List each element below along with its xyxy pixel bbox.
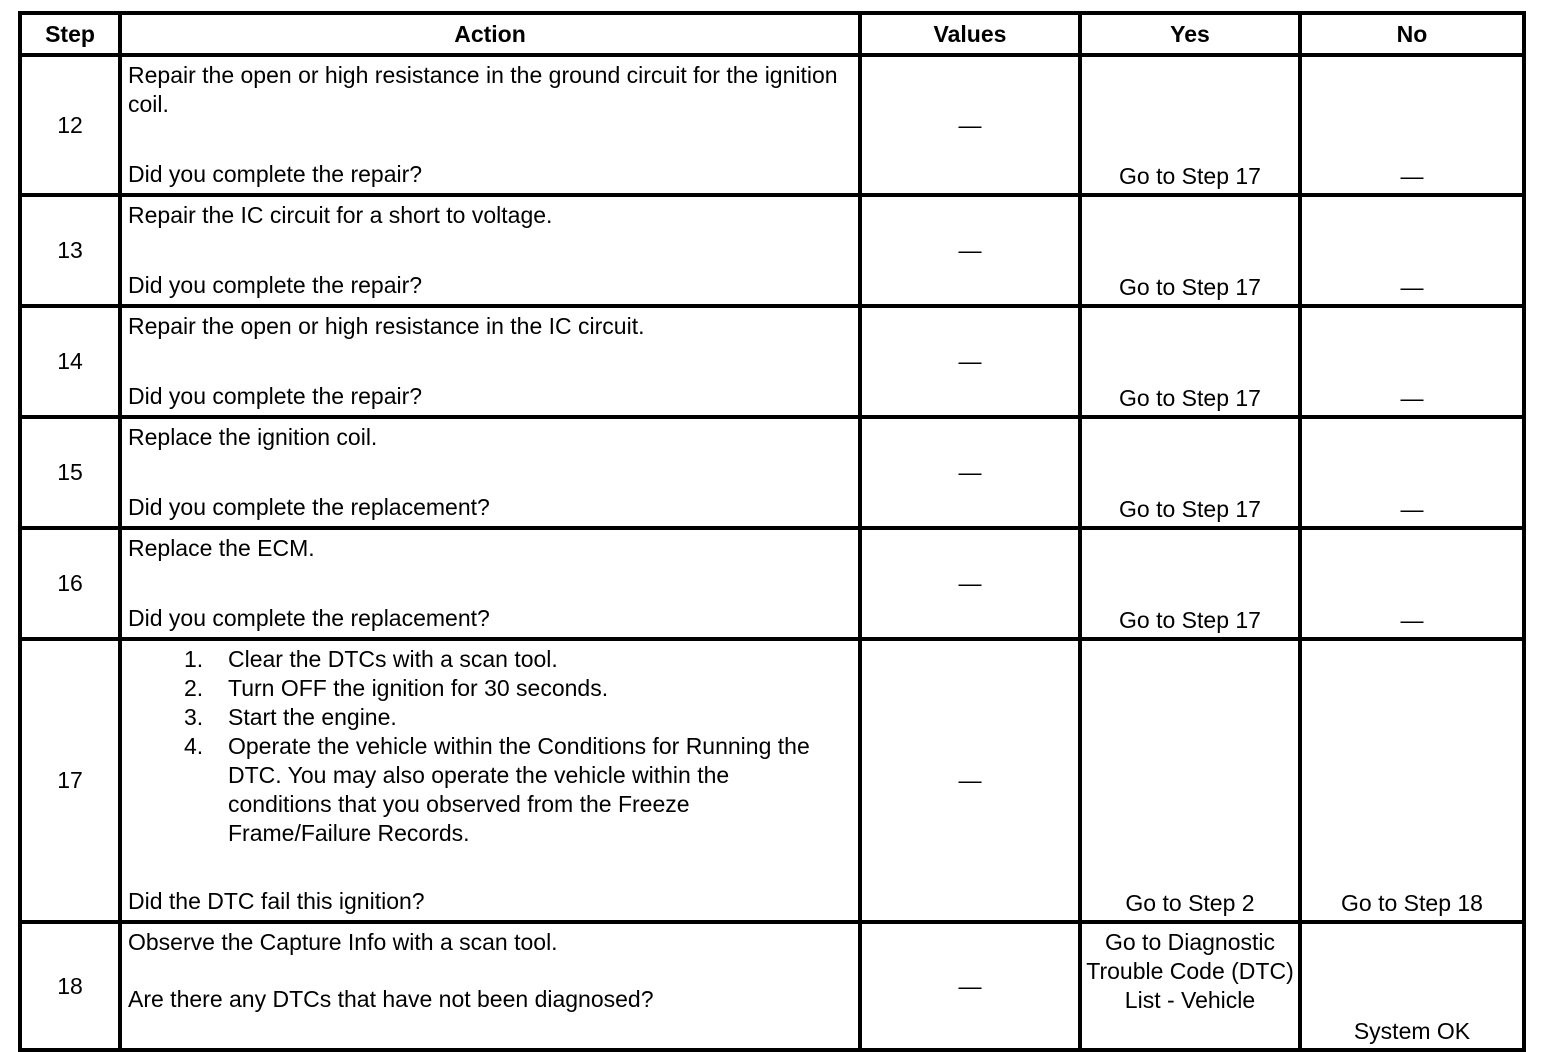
yes-cell: Go to Step 17 <box>1080 417 1300 528</box>
values-cell: — <box>860 922 1080 1050</box>
step-number: 15 <box>20 417 120 528</box>
action-text: Replace the ECM. <box>128 535 315 561</box>
list-item: 4. Operate the vehicle within the Conditions for Running the DTC. You may also operate the vehicle within the conditions that you observed from the Freeze Frame/Failure Records. <box>184 733 810 846</box>
table-row <box>20 417 1524 528</box>
step-number: 13 <box>20 195 120 306</box>
header-step: Step <box>20 13 120 55</box>
values-cell: — <box>860 639 1080 922</box>
list-item: 2. Turn OFF the ignition for 30 seconds. <box>184 675 609 701</box>
yes-cell: Go to Diagnostic Trouble Code (DTC) List - Vehicle <box>1080 922 1300 1050</box>
action-cell <box>120 639 860 922</box>
header-yes: Yes <box>1080 13 1300 55</box>
yes-cell: Go to Step 17 <box>1080 528 1300 639</box>
action-text: Repair the open or high resistance in the IC circuit. <box>128 313 645 339</box>
action-question: Did you complete the repair? <box>128 161 423 187</box>
action-text: Repair the open or high resistance in the ground circuit for the ignition coil. <box>128 62 838 117</box>
action-question: Did you complete the replacement? <box>128 494 490 520</box>
table-row <box>20 528 1524 639</box>
no-cell: — <box>1300 417 1524 528</box>
action-question: Did you complete the repair? <box>128 272 423 298</box>
table-row <box>20 922 1524 1050</box>
action-cell <box>120 55 860 195</box>
action-question: Did you complete the replacement? <box>128 605 490 631</box>
list-item: 1. Clear the DTCs with a scan tool. <box>184 646 558 672</box>
yes-cell: Go to Step 17 <box>1080 55 1300 195</box>
values-cell: — <box>860 528 1080 639</box>
header-values: Values <box>860 13 1080 55</box>
action-question: Did you complete the repair? <box>128 383 423 409</box>
step-number: 17 <box>20 639 120 922</box>
no-cell: — <box>1300 306 1524 417</box>
step-number: 14 <box>20 306 120 417</box>
values-cell: — <box>860 306 1080 417</box>
no-cell: — <box>1300 195 1524 306</box>
action-cell <box>120 417 860 528</box>
values-cell: — <box>860 55 1080 195</box>
values-cell: — <box>860 417 1080 528</box>
numbered-list <box>128 645 852 848</box>
no-cell: — <box>1300 55 1524 195</box>
step-number: 12 <box>20 55 120 195</box>
no-cell: — <box>1300 528 1524 639</box>
no-cell: Go to Step 18 <box>1300 639 1524 922</box>
header-no: No <box>1300 13 1524 55</box>
diagnostic-table <box>18 11 1526 1052</box>
action-cell <box>120 195 860 306</box>
values-cell: — <box>860 195 1080 306</box>
action-text: Observe the Capture Info with a scan tool. <box>128 929 558 955</box>
action-cell <box>120 922 860 1050</box>
action-cell <box>120 528 860 639</box>
step-number: 16 <box>20 528 120 639</box>
table-row <box>20 55 1524 195</box>
yes-cell: Go to Step 2 <box>1080 639 1300 922</box>
table-row <box>20 195 1524 306</box>
list-item: 3. Start the engine. <box>184 704 397 730</box>
action-question: Are there any DTCs that have not been diagnosed? <box>128 986 654 1012</box>
step-number: 18 <box>20 922 120 1050</box>
header-action: Action <box>120 13 860 55</box>
yes-cell: Go to Step 17 <box>1080 195 1300 306</box>
action-cell <box>120 306 860 417</box>
action-question: Did the DTC fail this ignition? <box>128 888 425 914</box>
table-row <box>20 306 1524 417</box>
table-row <box>20 639 1524 922</box>
header-row <box>20 13 1524 55</box>
no-cell: System OK <box>1300 922 1524 1050</box>
action-text: Repair the IC circuit for a short to voltage. <box>128 202 553 228</box>
action-text: Replace the ignition coil. <box>128 424 378 450</box>
yes-cell: Go to Step 17 <box>1080 306 1300 417</box>
